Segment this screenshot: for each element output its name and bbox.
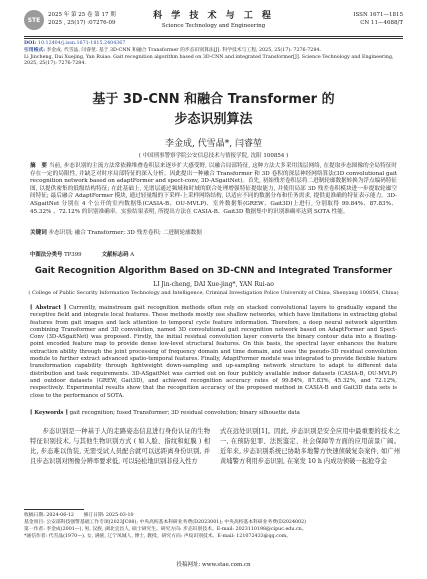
doi-link[interactable]: 10.12404/j.issn.1671-1815.2404367 — [37, 41, 126, 46]
citation-block — [24, 40, 403, 68]
abstract-text: 当前, 步态识别的主流方法常依赖堆叠卷积层来逐步扩大感受野, 以融合局部特征, 这种方法大多采用浅层网络, 在提取步态图像的全局特征时存在一定的局限性, 并缺乏对时序局部特征的深入分析。因此提出一种融合 Transformer 和 3D 卷积的深层神经网络算法(3D convolutional gait recognition network based on adaptFormer and spect-conv, 3D-ASgaitNet)。首先, 初始残差卷积层将二进制轮廓数据转换为浮点编码特征图, 以提供密集的低级结构特征; 在此基础上, 光谱层通过频域和时域的联合处理增强特征提取能力, 并使用局部 3D 残差卷积模块进一步提取轮廓空间特征; 最后融合 AdaptFormer 模块, 通过轻量级的下采样-上采样网络结构, 以适应不同的数据分布和任务需求, 提供更准确的特征表示能力。3D-ASgaitNet 分别在 4 个公开的室内数据集(CASIA-B、OU-MVLP)、室外数据集(GREW、Gait3D)上进行, 分别取得 99.84%、87.83%、45.32% 、72.12% 的识别准确率。实验结果表明, 所提出方法在 CASIA-B、Gait3D 数据集中的识别准确率达到 SOTA 性能。 — [30, 163, 397, 215]
title-line-2: 步态识别算法 — [174, 112, 253, 127]
keywords-label: 关键词 — [30, 230, 47, 236]
body-column-left: 步态识别是一种基于人的走路姿态信息进行身份认证的生物特征识别技术, 与其他生物识别方式 ( 如人脸、指纹和虹膜 ) 相比, 步态难以伪装, 无需受试人员配合就可以远距离身份识别, 并且步态识别对图像分辨率要求低, 可以轻松地识别非侵入性方 — [30, 428, 210, 465]
footnotes — [24, 512, 403, 540]
english-authors: LI Jin-cheng, DAI Xue-jing*, YAN Rui-ao — [153, 281, 274, 288]
journal-name — [24, 10, 403, 30]
clc-label: 中图法分类号 — [30, 252, 63, 258]
footnote-funding: 基金项目: 公安部科技强警基础工作专项(2023JC08); 中央高校基本科研业务费(D2023001); 中央高校基本科研业务费(D2024002) — [24, 520, 307, 525]
keywords-text: 步态识别; 融合 Transformer; 3D 残差卷积; 二进制轮廓数据 — [48, 230, 202, 236]
doc-code-label: 文献标志码 — [101, 252, 129, 258]
classification — [30, 250, 397, 258]
body-column-right: 式在远处识别[1]。因此, 步态识别是安全应用中最重要的技术之一, 在预防犯罪、法医鉴定、社会保障等方面的应用前景广阔。近年来, 步态识别系统已协助多地警方快速侦破复杂案件, 如广州黄埔警方利用步态识别, 在案发 10 h 内成功侦破一起抢夺金 — [220, 428, 400, 465]
cn-number: CN 11—4688/T — [360, 20, 403, 26]
page-range-line: 2025 , 25(17) :07276-09 — [48, 20, 116, 26]
journal-name-zh: 科 学 技 术 与 工 程 — [153, 11, 274, 21]
abstract-zh — [30, 163, 397, 216]
english-affiliation: ( College of Public Security Information Technology and Intelligence, Criminal Investigation Police University of China, Shenyang 100854, China) — [28, 290, 399, 296]
issue-line: 2025 年 第 25 卷 第 17 期 — [48, 12, 116, 18]
cite-label: 引用格式: — [24, 47, 45, 54]
journal-header — [24, 10, 403, 34]
journal-name-en: Science Technology and Engineering — [161, 23, 266, 29]
authors: 李金成, 代雪晶*, 闫睿堃 — [165, 139, 262, 149]
doi-label: DOI: — [24, 40, 37, 46]
english-title: Gait Recognition Algorithm Based on 3D-CNN and Integrated Transformer — [34, 266, 393, 276]
footnote-first-author: 第一作者: 李金成(2001—), 男, 汉族, 湖北宜昌人, 硕士研究生。研究方向: 步态识别技术。E-mail: 2023110198@cipuc.edu.cn。 — [24, 527, 307, 532]
paper-title — [30, 90, 397, 130]
abstract-label: 摘 要 — [30, 163, 47, 169]
issn: ISSN 1671—1815 — [353, 12, 403, 18]
footnote-dates: 收稿日期: 2024-06-12 修订日期: 2025-03-10 — [24, 513, 134, 518]
abstract-en — [30, 305, 397, 400]
keywords-zh — [30, 230, 397, 237]
keywords-en-label: [ Keywords ] — [30, 410, 68, 416]
keywords-en-text: gait recognition; fused Transformer; 3D residual convolution; binary silhouette data — [69, 410, 300, 416]
cite-en: Li Jincheng, Dai Xuejing, Yan Ruiao. Gait recognition algorithm based on 3D-CNN and integrated Transformer[J]. Science Technology and Engineering, 2025, 25(17): 7276-7284. — [24, 54, 394, 67]
abstract-en-text: Currently, mainstream gait recognition methods often rely on stacked convolutional layers to gradually expand the receptive field and integrate local features. These methods mostly use shallow networks, which have limitations in extracting global features from gait images and lack attention to temporal cycle feature information. Therefore, a deep neural network algorithm combining Transformer and 3D convolution, named 3D convolutional gait recognition network based on AdaptFormer and Spect-Conv (3D-ASgaitNet) was proposed. Firstly, the initial residual convolution layer converts the binary contour data into a floating-point encoded feature map to provide dense low-level structural features. On this basis, the spectral layer enhances the feature extraction ability through the joint processing of frequency domain and time domain, and uses the pseudo-3D residual convolution module to further extract advanced spatio-temporal features. Finally, AdaptFormer module was integrated to provide flexible feature transformation capability through lightweight down-sampling and up-sampling network structure to adapt to different data distribution and task requirements. 3D-ASgaitNet was carried out on four publicly available indoor datasets (CASIA-B, OU-MVLP) and outdoor datasets (GREW, Gait3D), and achieved recognition accuracy rates of 99.84%, 87.83%, 45.32%, and 72.12%, respectively. Experimental results show that the recognition accuracy of the proposed method in CASIA-B and Gait3D data sets is close to the performance of SOTA. — [30, 305, 398, 399]
doc-code-value: A — [130, 252, 135, 258]
title-line-1: 基于 3D-CNN 和融合 Transformer 的 — [92, 92, 335, 107]
issn-info — [353, 11, 403, 27]
keywords-en — [30, 410, 397, 417]
header-rule — [24, 36, 403, 37]
footnote-rule — [24, 509, 84, 510]
cite-zh: 李金成, 代雪晶, 闫睿堃. 基于 3D-CNN 和融合 Transformer 的步态识别算法[J]. 科学技术与工程, 2025, 25(17): 7276-7284. — [46, 48, 321, 54]
affiliation: ( 中国刑事警察学院公安信息技术与情报学院, 沈阳 100854 ) — [138, 153, 289, 159]
journal-logo: STE — [24, 10, 44, 30]
abstract-en-label: [ Abstract ] — [30, 305, 67, 311]
clc-value: TP399 — [64, 252, 82, 258]
footnote-corresponding: *通信作者: 代雪晶(1970—), 女, 满族, 辽宁凤城人, 博士, 教授。研究方向: 声纹识别技术。E-mail: 121072433@qq.com。 — [24, 534, 292, 539]
submission-url[interactable]: 投稿网址: www.stae.com.cn — [176, 562, 251, 568]
header-rule-thin — [24, 38, 403, 39]
